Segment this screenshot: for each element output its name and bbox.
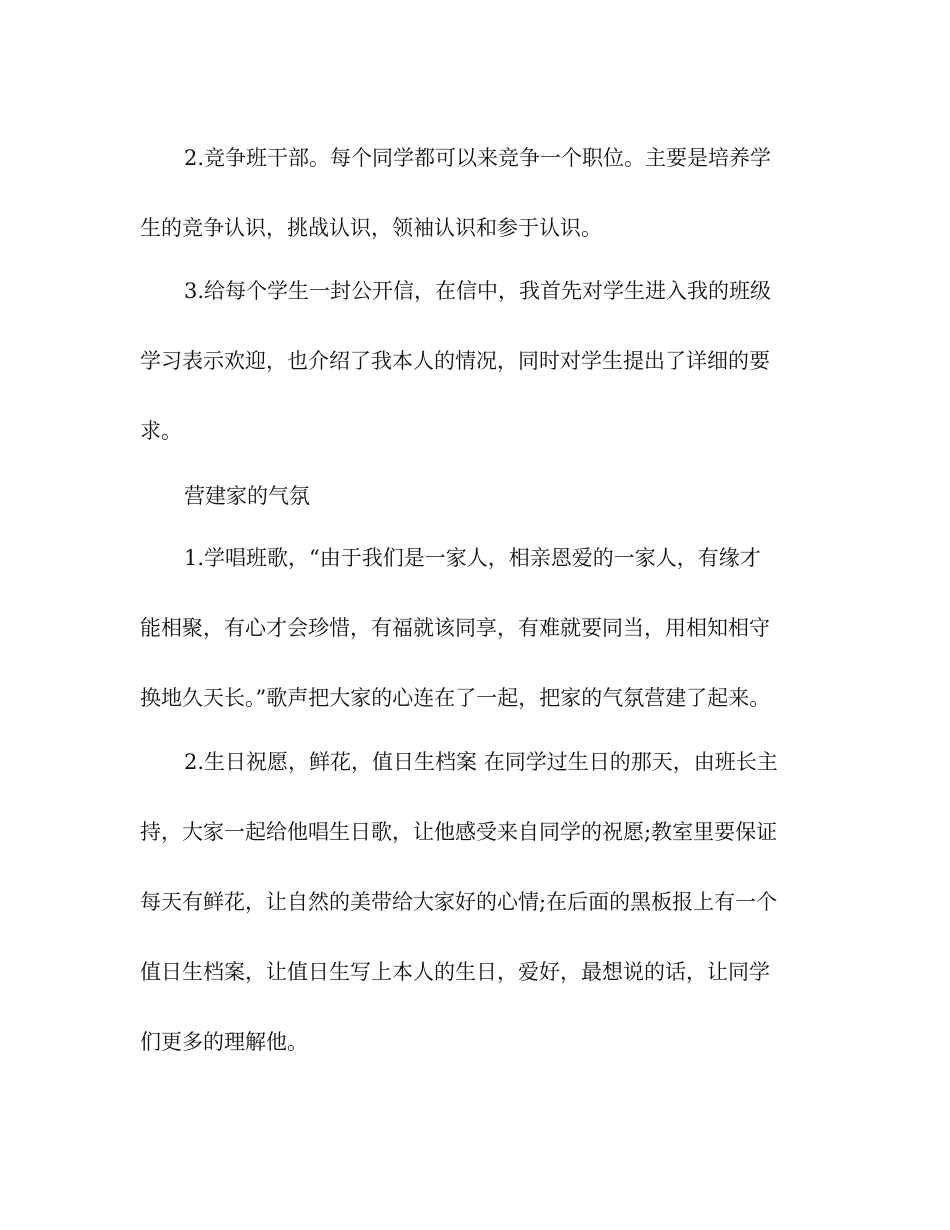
section-heading: 营建家的气氛 (184, 484, 310, 508)
paragraph-2-line-1: 3.给每个学生一封公开信，在信中，我首先对学生进入我的班级 (184, 279, 772, 303)
paragraph-5-line-5: 们更多的理解他。 (140, 1030, 308, 1054)
paragraph-1-line-2: 生的竞争认识，挑战认识，领袖认识和参于认识。 (140, 216, 602, 240)
paragraph-5-line-1: 2.生日祝愿，鲜花，值日生档案 在同学过生日的那天，由班长主 (184, 750, 778, 774)
paragraph-5-line-3: 每天有鲜花，让自然的美带给大家好的心情;在后面的黑板报上有一个 (140, 890, 778, 914)
paragraph-5-line-2: 持，大家一起给他唱生日歌，让他感受来自同学的祝愿;教室里要保证 (140, 820, 778, 844)
paragraph-4-line-2: 能相聚，有心才会珍惜，有福就该同享，有难就要同当，用相知相守 (140, 616, 770, 640)
paragraph-4-line-1: 1.学唱班歌，“由于我们是一家人，相亲恩爱的一家人，有缘才 (184, 546, 761, 570)
paragraph-1-line-1: 2.竞争班干部。每个同学都可以来竞争一个职位。主要是培养学 (184, 146, 772, 170)
paragraph-2-line-3: 求。 (140, 419, 182, 443)
paragraph-5-line-4: 值日生档案，让值日生写上本人的生日，爱好，最想说的话，让同学 (140, 960, 770, 984)
paragraph-2-line-2: 学习表示欢迎，也介绍了我本人的情况，同时对学生提出了详细的要 (140, 349, 770, 373)
paragraph-4-line-3: 换地久天长。”歌声把大家的心连在了一起，把家的气氛营建了起来。 (140, 686, 771, 710)
